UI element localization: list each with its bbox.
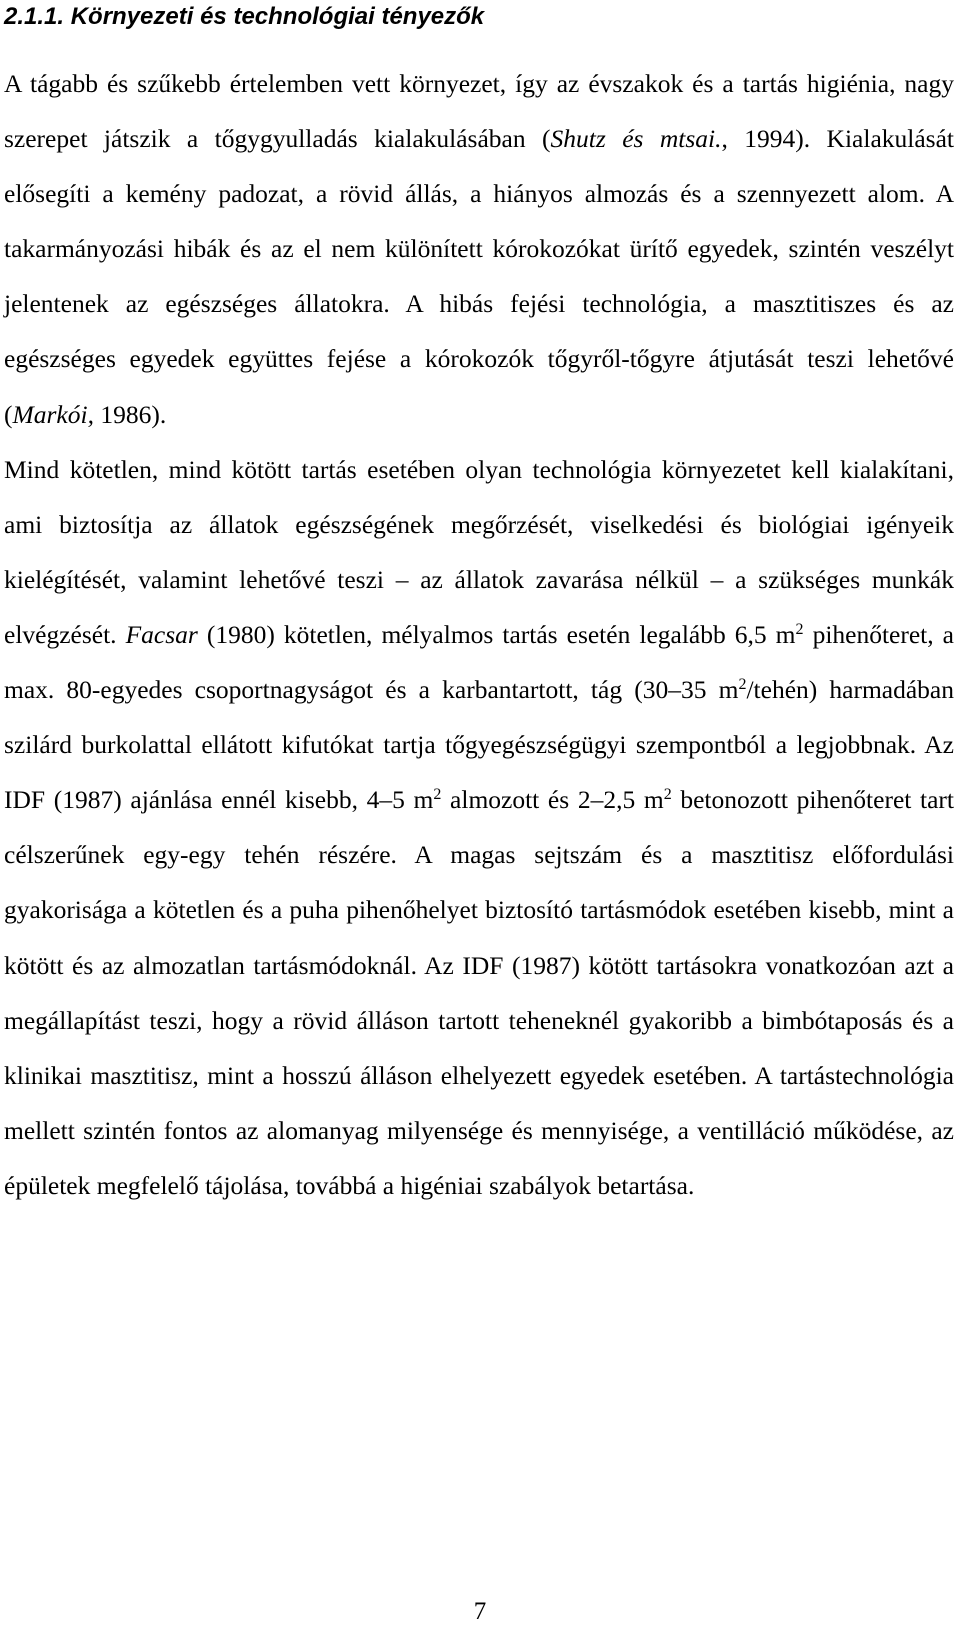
p2-text-2: (1980) kötetlen, mélyalmos tartás esetén legalább 6,5 m — [197, 619, 796, 649]
p1-text-2: , 1994). Kialakulását elősegíti a kemény padozat, a rövid állás, a hiányos almozás és a szennyezett alom. A takarmányozási hibák és az el nem különített kórokozókat ürítő egyedek, szintén veszélyt jelentenek az egészséges állatokra. A hibás fejési technológia, a masztitiszes és az egészséges egyedek együttes fejése a kórokozók tőgyről-tőgyre átjutását teszi lehetővé ( — [4, 124, 954, 429]
paragraph-2 — [4, 442, 954, 1213]
p2-superscript-3: 2 — [433, 786, 442, 804]
p2-text-3: pihenőteret, a max. 80-egyedes csoportnagyságot és a karbantartott, tág (30–35 m — [4, 619, 954, 705]
body-text — [4, 56, 954, 1213]
p2-superscript-4: 2 — [663, 786, 672, 804]
page-number: 7 — [473, 1598, 487, 1625]
p1-citation-markoi: Markói, — [12, 399, 94, 429]
p2-superscript-1: 2 — [795, 620, 804, 638]
section-title: Környezeti és technológiai tényezők — [70, 3, 485, 30]
p2-text-4: /tehén) harmadában szilárd burkolattal ellátott kifutókat tartja tőgyegészségügyi szempontból a legjobbnak. Az IDF (1987) ajánlása ennél kisebb, 4–5 m — [4, 675, 954, 815]
p2-text-1: Mind kötetlen, mind kötött tartás esetében olyan technológia környezetet kell kialakítani, ami biztosítja az állatok egészségének megőrzését, viselkedési és biológiai igényeik kielégítését, valamint lehetővé teszi – az állatok zavarása nélkül – a szükséges munkák elvégzését. — [4, 454, 954, 649]
p2-text-6: betonozott pihenőteret tart célszerűnek egy-egy tehén részére. A magas sejtszám és a masztitisz előfordulási gyakorisága a kötetlen és a puha pihenőhelyet biztosító tartásmódok esetében kisebb, mint a kötött és az almozatlan tartásmódoknál. Az IDF (1987) kötött tartásokra vonatkozóan azt a megállapítást teszi, hogy a rövid álláson tartott teheneknél gyakoribb a bimbótaposás és a klinikai masztitisz, mint a hosszú álláson elhelyezett egyedek esetében. A tartástechnológia mellett szintén fontos az alomanyag milyensége és mennyisége, a ventilláció működése, az épületek megfelelő tájolása, továbbá a higéniai szabályok betartása. — [4, 785, 954, 1200]
section-heading — [4, 0, 484, 34]
p2-superscript-2: 2 — [738, 676, 747, 694]
p2-text-5: almozott és 2–2,5 m — [441, 785, 664, 815]
p1-citation-shutz: Shutz és mtsai. — [550, 124, 722, 154]
p1-text-3: 1986). — [93, 399, 167, 429]
p1-text-1: A tágabb és szűkebb értelemben vett környezet, így az évszakok és a tartás higiénia, nagy szerepet játszik a tőgygyulladás kialakulásában ( — [4, 69, 954, 154]
p2-citation-facsar: Facsar — [125, 619, 198, 649]
paragraph-1 — [4, 56, 954, 442]
section-number: 2.1.1. — [4, 3, 65, 30]
